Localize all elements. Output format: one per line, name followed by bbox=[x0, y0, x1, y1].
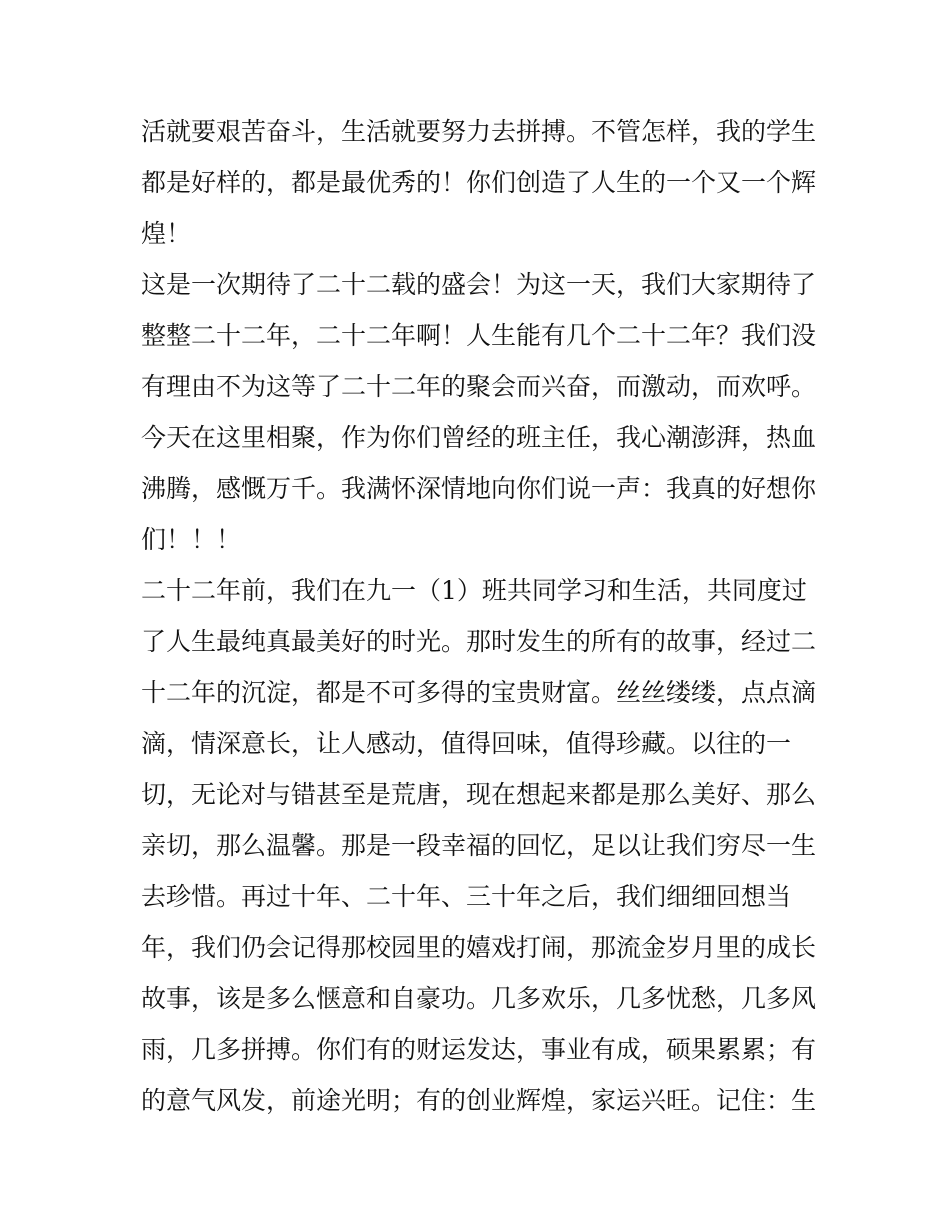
text-line: 雨，几多拼搏。你们有的财运发达，事业有成，硕果累累；有 bbox=[141, 1035, 817, 1064]
text-line: 故事，该是多么惬意和自豪功。几多欢乐，几多忧愁，几多风 bbox=[141, 984, 817, 1013]
text-line: 滴，情深意长，让人感动，值得回味，值得珍藏。以往的一 bbox=[141, 729, 792, 758]
text-line: 了人生最纯真最美好的时光。那时发生的所有的故事，经过二 bbox=[141, 627, 817, 656]
text-line: 去珍惜。再过十年、二十年、三十年之后，我们细细回想当 bbox=[141, 882, 792, 911]
text-line: 今天在这里相聚，作为你们曾经的班主任，我心潮澎湃，热血 bbox=[141, 423, 817, 452]
text-line: 十二年的沉淀，都是不可多得的宝贵财富。丝丝缕缕，点点滴 bbox=[141, 678, 817, 707]
text-line: 有理由不为这等了二十二年的聚会而兴奋，而激动，而欢呼。 bbox=[141, 372, 817, 401]
text-line: 沸腾，感慨万千。我满怀深情地向你们说一声：我真的好想你 bbox=[141, 474, 817, 503]
text-line: 都是好样的，都是最优秀的！你们创造了人生的一个又一个辉 bbox=[141, 168, 817, 197]
text-line: 们！！！ bbox=[141, 525, 242, 554]
text-line: 这是一次期待了二十二载的盛会！为这一天，我们大家期待了 bbox=[141, 270, 817, 299]
text-line: 整整二十二年，二十二年啊！人生能有几个二十二年？我们没 bbox=[141, 321, 817, 350]
text-line: 煌！ bbox=[141, 219, 192, 248]
text-line: 的意气风发，前途光明；有的创业辉煌，家运兴旺。记住：生 bbox=[141, 1086, 817, 1115]
text-line: 切，无论对与错甚至是荒唐，现在想起来都是那么美好、那么 bbox=[141, 780, 817, 809]
text-line: 二十二年前，我们在九一（1）班共同学习和生活，共同度过 bbox=[141, 576, 807, 605]
body-text bbox=[141, 106, 821, 1126]
text-line: 年，我们仍会记得那校园里的嬉戏打闹，那流金岁月里的成长 bbox=[141, 933, 817, 962]
text-line: 活就要艰苦奋斗，生活就要努力去拼搏。不管怎样，我的学生 bbox=[141, 117, 817, 146]
text-line: 亲切，那么温馨。那是一段幸福的回忆，足以让我们穷尽一生 bbox=[141, 831, 817, 860]
